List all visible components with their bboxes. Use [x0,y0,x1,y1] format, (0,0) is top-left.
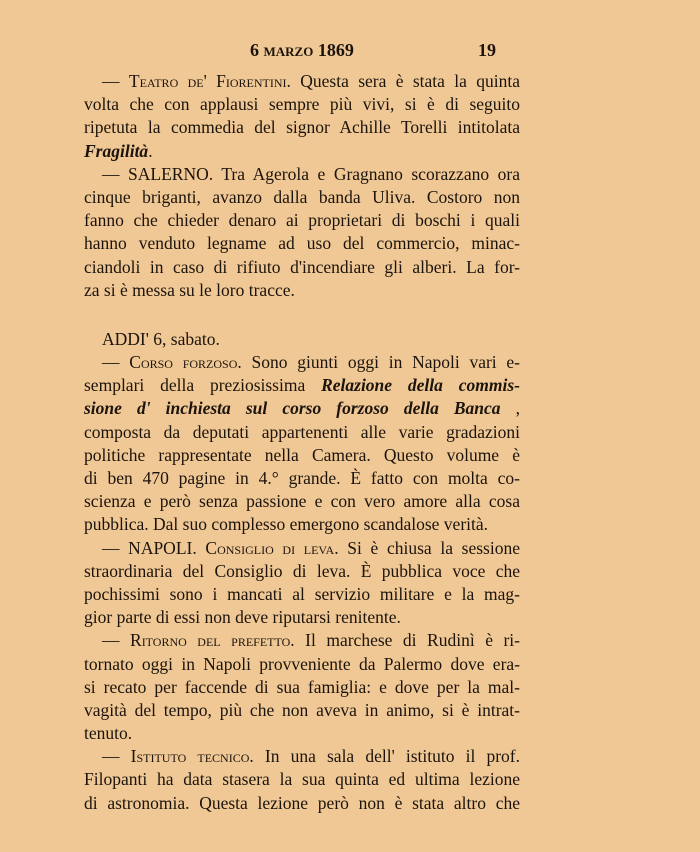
text-line [84,279,520,302]
text-line [84,676,520,699]
line-prefix: — [102,630,131,651]
line-text: ADDI' 6, sabato. [102,328,220,349]
section-heading: Consiglio di leva. [205,537,339,558]
text-line [84,513,520,536]
page-number: 19 [478,40,496,60]
text-line [84,140,520,163]
text-line [84,583,520,606]
line-text: tenuto. [84,723,133,744]
line-text: Filopanti ha data stasera la sua quinta ed ultima lezione [84,769,520,790]
line-prefix: — [102,746,131,767]
body-text [84,70,520,815]
text-line [84,606,520,629]
section-heading: Istituto tecnico. [130,746,254,767]
line-text: fanno che chieder denaro ai proprietari di boschi i quali [84,210,520,231]
line-text: semplari della preziosissima [84,375,322,396]
text-line [84,70,520,93]
line-text: . [148,140,153,161]
paragraph-gap [84,302,520,328]
text-line [84,560,520,583]
section-heading: Ritorno del prefetto. [130,630,295,651]
line-text: Il marchese di Rudinì è ri- [294,630,520,651]
text-line [84,232,520,255]
italic-title: sione d' inchiesta sul corso forzoso della Banca [84,398,501,419]
line-text: vagità del tempo, più che non aveva in animo, si è intrat- [84,699,520,720]
line-text: Sono giunti oggi in Napoli vari e- [241,352,521,373]
text-line [84,699,520,722]
line-text: ripetuta la commedia del signor Achille Torelli intitolata [84,117,520,138]
text-line [84,722,520,745]
line-text: gior parte di essi non deve riputarsi renitente. [84,607,401,628]
page-date: 6 marzo 1869 [250,40,354,60]
text-line [84,467,520,490]
text-line [84,93,520,116]
line-text: di astronomia. Questa lezione però non è stata altro che [84,792,520,813]
text-line [84,490,520,513]
italic-title: Fragilità [84,140,149,161]
line-text: volta che con applausi sempre più vivi, si è di seguito [84,94,520,115]
text-line [84,328,520,351]
line-text: pochissimi sono i mancati al servizio militare e la mag- [84,583,520,604]
text-line [84,745,520,768]
line-text: — SALERNO. Tra Agerola e Gragnano scorazzano ora [102,163,520,184]
text-line [84,768,520,791]
line-prefix: — [102,71,129,91]
line-text: di ben 470 pagine in 4.° grande. È fatto con molta co- [84,468,520,488]
line-text: hanno venduto legname ad uso del commercio, minac- [84,233,520,254]
line-text: scienza e però senza passione e con vero amore alla cosa [84,491,520,512]
line-text: , [500,398,520,419]
line-text: Questa sera è stata la quinta [290,71,521,91]
line-text: za si è messa su le loro tracce. [84,279,295,300]
text-line [84,209,520,232]
text-line [84,629,520,652]
text-line [84,256,520,279]
line-prefix: — [102,352,130,373]
text-line [84,421,520,444]
line-text: tornato oggi in Napoli provveniente da Palermo dove era- [84,653,520,674]
text-line [84,163,520,186]
line-text: si recato per faccende di sua famiglia: e dove per la mal- [84,676,520,697]
section-heading: Corso forzoso. [129,352,242,373]
line-text: politiche rappresentate nella Camera. Questo volume è [84,444,520,465]
text-line [84,397,520,420]
line-text: straordinaria del Consiglio di leva. È pubblica voce che [84,560,520,581]
text-line [84,186,520,209]
line-text: cinque briganti, avanzo dalla banda Uliva. Costoro non [84,186,520,207]
text-line [84,444,520,467]
line-prefix: — NAPOLI. [102,537,206,558]
text-line [84,351,520,374]
text-line [84,374,520,397]
line-text: ciandoli in caso di rifiuto d'incendiare gli alberi. La for- [84,256,520,277]
line-text: Si è chiusa la sessione [338,537,520,558]
text-line [84,537,520,560]
text-line [84,116,520,139]
line-text: pubblica. Dal suo complesso emergono scandalose verità. [84,514,489,535]
text-line [84,653,520,676]
section-heading: Teatro de' Fiorentini. [128,71,291,91]
text-line [84,792,520,815]
line-text: In una sala dell' istituto il prof. [253,746,520,767]
italic-title: Relazione della commis- [321,375,520,396]
running-head [250,40,496,64]
line-text: composta da deputati appartenenti alle varie gradazioni [84,421,520,442]
